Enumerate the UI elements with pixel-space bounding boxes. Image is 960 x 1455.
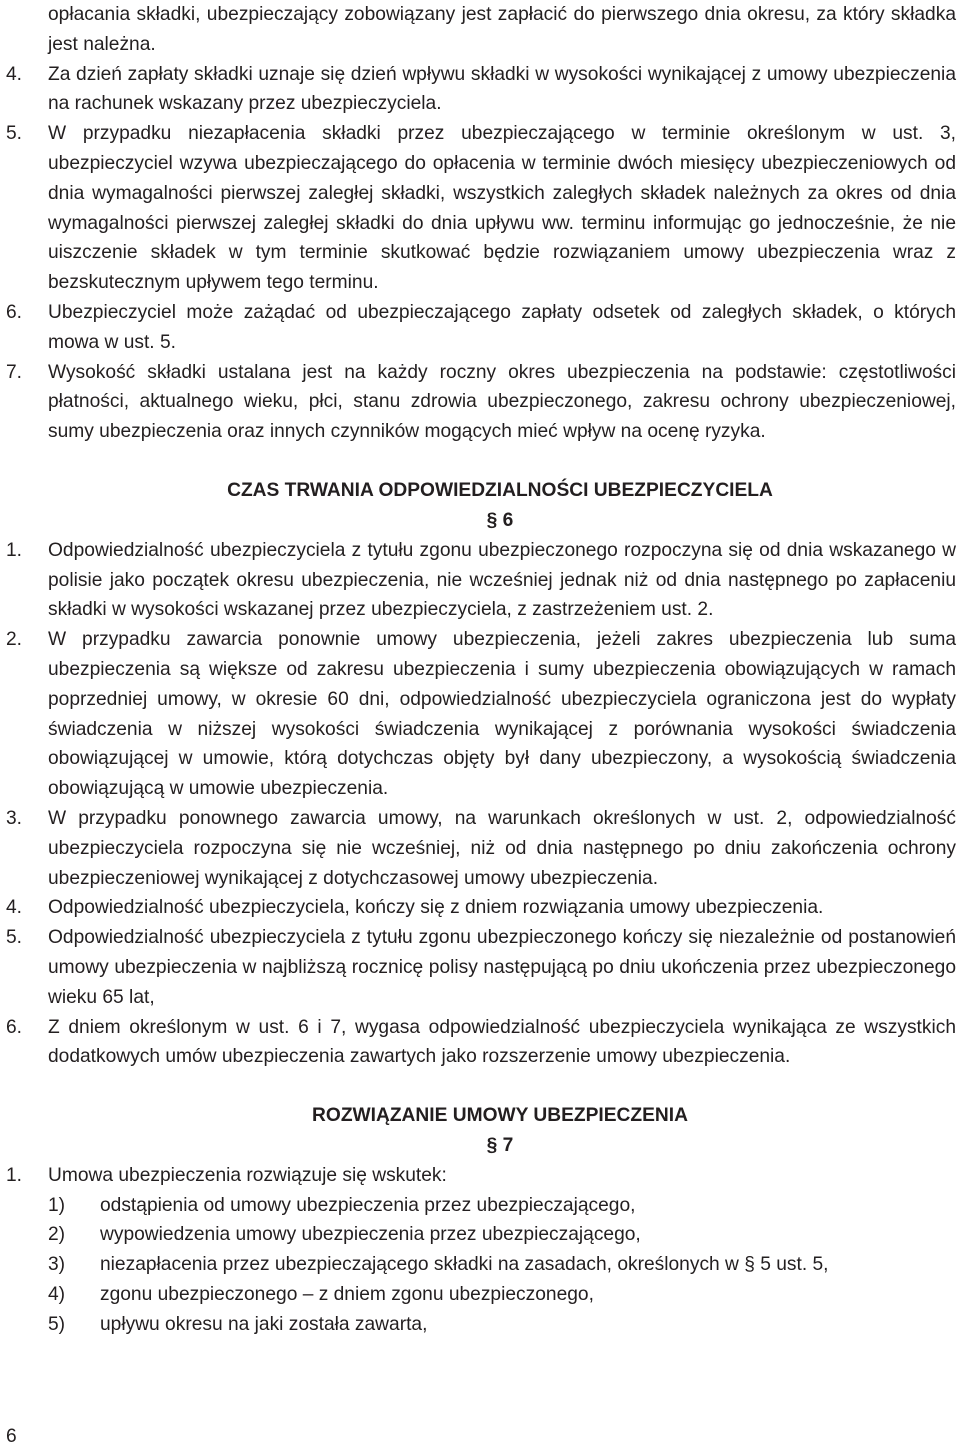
sub-item-number: 3) — [48, 1254, 66, 1276]
item-number: 1. — [6, 539, 23, 561]
item-text: Wysokość składki ustalana jest na każdy roczny okres ubezpieczenia na podstawie: częstotliwości płatności, aktualnego wieku, płci, stanu zdrowia ubezpieczonego, zakresu ochrony ubezpieczeniowej, sumy ubezpieczenia oraz innych czynników mogących mieć wpływ na ocenę ryzyka. — [48, 361, 956, 443]
item-text: W przypadku niezapłacenia składki przez ubezpieczającego w terminie określonym w ust. 3, ubezpieczyciel wzywa ubezpieczającego do opłacenia w terminie dwóch miesięcy ubezpieczeniowych od dnia wymagalności pierwszej zaległej składki, wszystkich zaległych składek należnych za okres od dnia wymagalności pierwszej zaległej składki do dnia upływu ww. terminu informując go jednocześnie, że nie uiszczenie składek w tym terminie skutkować będzie rozwiązaniem umowy ubezpieczenia wraz z bezskutecznym upływem tego terminu. — [48, 123, 956, 294]
sub-item-text: zgonu ubezpieczonego – z dniem zgonu ubezpieczonego, — [100, 1284, 594, 1306]
item-text: Za dzień zapłaty składki uznaje się dzień wpływu składki w wysokości wynikającej z umowy ubezpieczenia na rachunek wskazany przez ubezpieczyciela. — [48, 63, 956, 115]
list-item-s5-5 — [0, 119, 960, 298]
list-item-s6-5 — [0, 923, 960, 1012]
item-text: W przypadku ponownego zawarcia umowy, na warunkach określonych w ust. 2, odpowiedzialność ubezpieczyciela rozpoczyna się nie wcześniej, niż od dnia następnego po dniu zakończenia ochrony ubezpieczeniowej wynikającej z dotychczasowej umowy ubezpieczenia. — [48, 807, 956, 889]
item-number: 7. — [6, 361, 23, 383]
sub-item-2 — [0, 1220, 960, 1250]
paragraph-text: opłacania składki, ubezpieczający zobowiązany jest zapłacić do pierwszego dnia okresu, za który składka jest należna. — [48, 4, 956, 55]
sub-item-text: upływu okresu na jaki została zawarta, — [100, 1313, 428, 1335]
sub-item-3 — [0, 1250, 960, 1280]
sub-item-5 — [0, 1310, 960, 1340]
list-item-s5-4 — [0, 60, 960, 120]
list-item-s5-6 — [0, 298, 960, 358]
list-item-s6-6 — [0, 1013, 960, 1073]
item-text: Odpowiedzialność ubezpieczyciela z tytułu zgonu ubezpieczonego rozpoczyna się od dnia wskazanego w polisie jako początek okresu ubezpieczenia, nie wcześniej jednak niż od dnia następnego po zapłaceniu składki w wysokości wskazanej przez ubezpieczyciela, z zastrzeżeniem ust. 2. — [48, 539, 956, 621]
list-item-s7-1 — [0, 1161, 960, 1191]
sub-item-number: 5) — [48, 1313, 66, 1335]
item-number: 6. — [6, 1016, 23, 1038]
item-number: 2. — [6, 629, 23, 651]
item-number: 1. — [6, 1164, 23, 1186]
list-item-s6-4 — [0, 893, 960, 923]
sub-item-text: wypowiedzenia umowy ubezpieczenia przez ubezpieczającego, — [100, 1224, 641, 1246]
sub-item-text: niezapłacenia przez ubezpieczającego składki na zasadach, określonych w § 5 ust. 5, — [100, 1254, 829, 1276]
item-text: Z dniem określonym w ust. 6 i 7, wygasa odpowiedzialność ubezpieczyciela wynikająca ze wszystkich dodatkowych umów ubezpieczenia zawartych jako rozszerzenie umowy ubezpieczenia. — [48, 1016, 956, 1068]
item-number: 4. — [6, 63, 23, 85]
sub-item-text: odstąpienia od umowy ubezpieczenia przez ubezpieczającego, — [100, 1194, 636, 1216]
item-text: Odpowiedzialność ubezpieczyciela z tytułu zgonu ubezpieczonego kończy się niezależnie od postanowień umowy ubezpieczenia w najbliższą rocznicę polisy następującą po dniu ukończenia przez ubezpieczonego wieku 65 lat, — [48, 927, 956, 1008]
item-number: 5. — [6, 123, 23, 145]
sub-item-number: 2) — [48, 1224, 66, 1246]
section-sign-7: § 7 — [486, 1134, 514, 1156]
sub-item-1 — [0, 1191, 960, 1221]
item-number: 5. — [6, 927, 23, 949]
sub-item-number: 4) — [48, 1284, 66, 1306]
item-number: 4. — [6, 897, 23, 919]
sub-item-4 — [0, 1280, 960, 1310]
item-text: Umowa ubezpieczenia rozwiązuje się wskutek: — [48, 1164, 447, 1186]
list-item-s6-3 — [0, 804, 960, 893]
item-number: 6. — [6, 301, 23, 323]
list-item-s6-1 — [0, 536, 960, 625]
page-number: 6 — [6, 1426, 17, 1447]
sub-item-number: 1) — [48, 1194, 66, 1216]
section-heading-6: CZAS TRWANIA ODPOWIEDZIALNOŚCI UBEZPIECZYCIELA — [227, 479, 773, 501]
item-text: W przypadku zawarcia ponownie umowy ubezpieczenia, jeżeli zakres ubezpieczenia lub suma ubezpieczenia są większe od zakresu ubezpieczenia i sumy ubezpieczenia obowiązujących w ramach poprzedniej umowy, w okresie 60 dni, odpowiedzialność ubezpieczyciela ograniczona jest do wypłaty świadczenia w niższej wysokości świadczenia wynikającej z porównania wysokości świadczenia obowiązującej w umowie, którą dotychczas objęty był dany ubezpieczony, a wysokością świadczenia obowiązującą w umowie ubezpieczenia. — [48, 629, 956, 800]
section-sign-6: § 6 — [486, 509, 514, 531]
item-text: Ubezpieczyciel może zażądać od ubezpieczającego zapłaty odsetek od zaległych składek, o których mowa w ust. 5. — [48, 301, 956, 353]
list-item-s6-2 — [0, 625, 960, 804]
section-heading-7: ROZWIĄZANIE UMOWY UBEZPIECZENIA — [312, 1105, 688, 1127]
item-number: 3. — [6, 807, 23, 829]
item-text: Odpowiedzialność ubezpieczyciela, kończy się z dniem rozwiązania umowy ubezpieczenia. — [48, 897, 824, 919]
list-item-s5-7 — [0, 358, 960, 447]
paragraph-continuation — [0, 0, 960, 60]
